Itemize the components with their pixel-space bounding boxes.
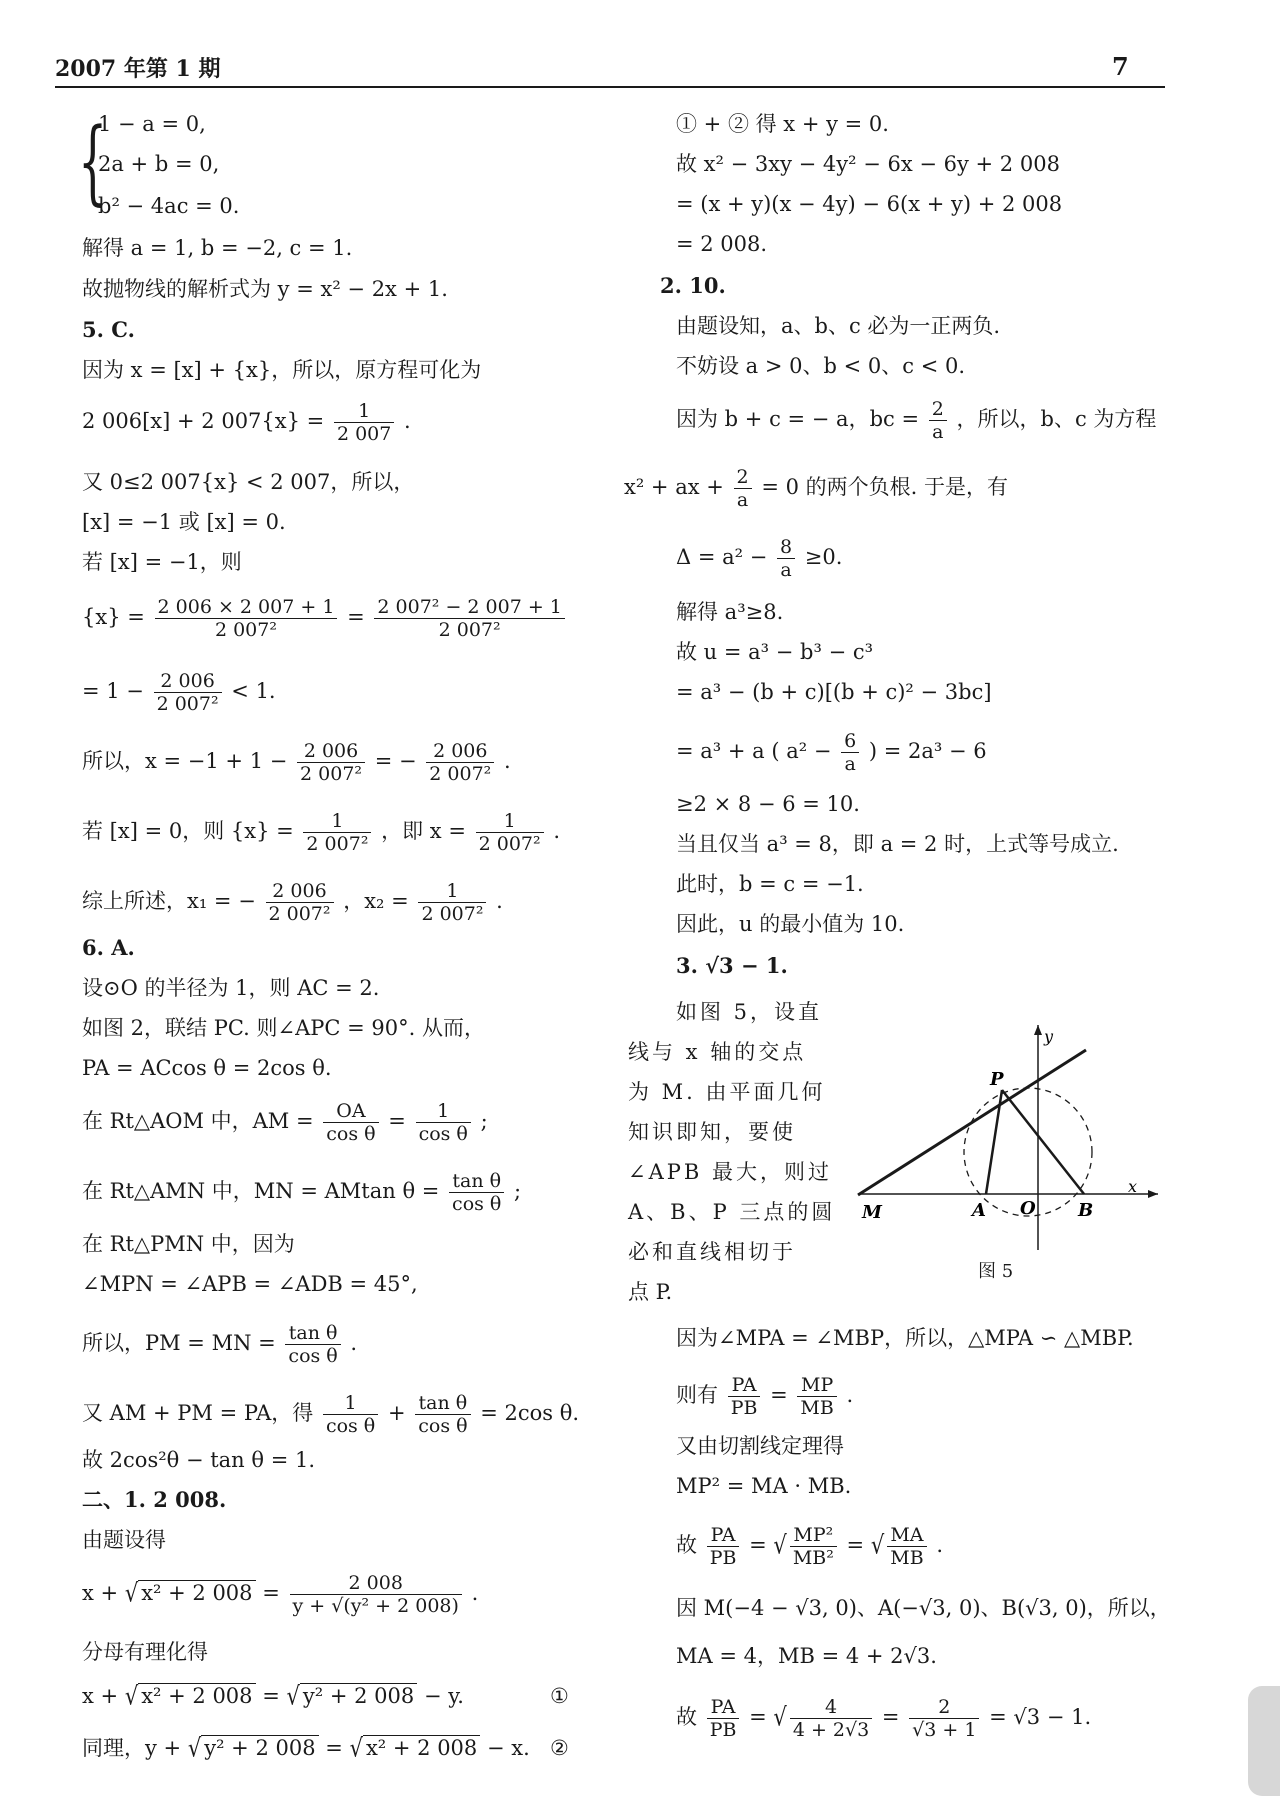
- numerator: 1: [334, 400, 394, 423]
- solution-line: = (x + y)(x − 4y) − 6(x + y) + 2 008: [676, 192, 1063, 216]
- solution-line: 为 M. 由平面几何: [628, 1080, 826, 1104]
- formula-text: = −: [374, 749, 417, 773]
- segment-pb: [1002, 1090, 1084, 1194]
- radical-sign: √: [286, 1681, 300, 1711]
- numerator: 2 006 × 2 007 + 1: [155, 596, 338, 619]
- formula-text: =: [770, 1383, 788, 1407]
- fraction: [797, 1374, 836, 1419]
- radicand: x² + 2 008: [138, 1580, 255, 1605]
- numerator: PA: [707, 1696, 740, 1719]
- tangent-line: [858, 1050, 1086, 1195]
- fraction: [841, 730, 859, 775]
- solution-line: 点 P.: [628, 1280, 673, 1304]
- solution-line: ① + ② 得 x + y = 0.: [676, 112, 889, 136]
- formula-line: [676, 536, 842, 581]
- radical-sign: √: [187, 1733, 202, 1763]
- solution-line: MP² = MA · MB.: [676, 1474, 852, 1498]
- header-rule: [55, 86, 1165, 88]
- formula-text: .: [846, 1383, 854, 1407]
- solution-line: 设⊙O 的半径为 1，则 AC = 2.: [82, 976, 380, 1000]
- denominator: cos θ: [326, 1123, 376, 1145]
- fraction: [416, 1100, 471, 1145]
- formula-text: ，所以，b、c 为方程: [956, 407, 1157, 431]
- numerator: 1: [416, 1100, 471, 1123]
- page-number: 7: [1112, 52, 1129, 81]
- numerator: tan θ: [415, 1392, 470, 1415]
- formula-line: [82, 670, 276, 715]
- formula-line: [82, 1392, 579, 1437]
- formula-text: =: [749, 1533, 767, 1557]
- answer-heading: 6. A.: [82, 935, 135, 960]
- fraction: [449, 1170, 504, 1215]
- answer-heading: 3. √3 − 1.: [676, 953, 788, 978]
- numerator: MP: [797, 1374, 836, 1397]
- formula-text: = √3 − 1.: [989, 1705, 1092, 1729]
- label-a: A: [972, 1200, 986, 1221]
- equation-label: ①: [550, 1684, 569, 1708]
- solution-line: 线与 x 轴的交点: [628, 1040, 807, 1064]
- fraction: [418, 880, 486, 925]
- radical-sign: √: [124, 1578, 139, 1608]
- solution-line: MA = 4，MB = 4 + 2√3.: [676, 1644, 937, 1668]
- fraction: [790, 1696, 872, 1741]
- segment-pa: [986, 1090, 1002, 1194]
- denominator: 2 007: [336, 423, 392, 445]
- system-eq-1: 1 − a = 0,: [98, 112, 206, 136]
- denominator: √3 + 1: [912, 1719, 977, 1741]
- formula-line: [676, 398, 1156, 443]
- formula-text: x +: [82, 1581, 119, 1605]
- numerator: 1: [303, 810, 371, 833]
- numerator: 8: [777, 536, 795, 559]
- label-o: O: [1020, 1198, 1036, 1219]
- solution-line: 故抛物线的解析式为 y = x² − 2x + 1.: [82, 277, 448, 301]
- formula-line: [82, 810, 560, 855]
- formula-text: < 1.: [231, 679, 276, 703]
- denominator: y + √(y² + 2 008): [292, 1595, 459, 1617]
- solution-line: 如图 5，设直: [676, 1000, 823, 1024]
- formula-text: 故: [676, 1705, 697, 1729]
- radical-sign: √: [773, 1530, 787, 1560]
- solution-line: 如图 2，联结 PC. 则∠APC = 90°. 从而，: [82, 1016, 485, 1040]
- formula-text: .: [503, 749, 511, 773]
- solution-line: [x] = −1 或 [x] = 0.: [82, 510, 286, 534]
- journal-issue: 2007 年第 1 期: [55, 56, 221, 82]
- formula-text: 所以，x = −1 + 1 −: [82, 749, 288, 773]
- figure-5: [848, 1020, 1158, 1250]
- numerator: 6: [841, 730, 859, 753]
- numerator: PA: [728, 1374, 761, 1397]
- fraction: [790, 1524, 837, 1569]
- label-p: P: [990, 1069, 1004, 1090]
- formula-text: =: [347, 605, 365, 629]
- solution-line: ≥2 × 8 − 6 = 10.: [676, 792, 860, 816]
- formula-line: [82, 1100, 488, 1145]
- formula-text: − y.: [423, 1684, 464, 1708]
- denominator: 2 007²: [300, 763, 363, 785]
- formula-text: ≥0.: [804, 545, 843, 569]
- formula-text: = a³ + a ( a² −: [676, 739, 832, 763]
- formula-text: .: [471, 1581, 479, 1605]
- formula-line: [82, 740, 511, 785]
- equation-label: ②: [550, 1736, 569, 1760]
- formula-text: .: [404, 409, 411, 433]
- fraction: [323, 1100, 378, 1145]
- solution-line: 因为∠MPA = ∠MBP，所以，△MPA ∽ △MBP.: [676, 1326, 1134, 1350]
- denominator: 2 007²: [421, 903, 484, 925]
- formula-line: [676, 1374, 853, 1419]
- fraction: [290, 1572, 462, 1617]
- denominator: 2 007²: [438, 619, 501, 641]
- formula-text: 又 AM + PM = PA，得: [82, 1401, 314, 1425]
- fraction: [777, 536, 795, 581]
- denominator: a: [932, 421, 944, 443]
- formula-text: Δ = a² −: [676, 545, 768, 569]
- numerator: tan θ: [285, 1322, 340, 1345]
- answer-heading: 2. 10.: [660, 273, 726, 298]
- formula-text: ;: [514, 1179, 522, 1203]
- formula-line: [676, 730, 987, 775]
- denominator: a: [780, 559, 792, 581]
- numerator: 2 006: [297, 740, 365, 763]
- formula-text: 所以，PM = MN =: [82, 1331, 276, 1355]
- fraction: [728, 1374, 761, 1419]
- denominator: PB: [730, 1397, 758, 1419]
- formula-line: [624, 466, 1008, 511]
- label-b: B: [1078, 1200, 1094, 1221]
- formula-text: x² + ax +: [624, 475, 724, 499]
- solution-line: 因此，u 的最小值为 10.: [676, 912, 905, 936]
- solution-line: 由题设知，a、b、c 必为一正两负.: [676, 314, 1001, 338]
- denominator: MB²: [792, 1547, 834, 1569]
- denominator: 2 007²: [268, 903, 331, 925]
- formula-text: 同理，y +: [82, 1736, 182, 1760]
- fraction: [334, 400, 394, 445]
- solution-line: PA = ACcos θ = 2cos θ.: [82, 1056, 332, 1080]
- formula-line: [82, 1734, 530, 1762]
- formula-text: =: [325, 1736, 343, 1760]
- solution-line: 不妨设 a > 0、b < 0、c < 0.: [676, 354, 965, 378]
- solution-line: 故 x² − 3xy − 4y² − 6x − 6y + 2 008: [676, 152, 1060, 176]
- label-m: M: [862, 1202, 882, 1223]
- formula-text: 若 [x] = 0，则 {x} =: [82, 819, 294, 843]
- system-eq-2: 2a + b = 0,: [98, 152, 220, 176]
- fraction: [303, 810, 371, 855]
- formula-text: .: [553, 819, 560, 843]
- numerator: 2 008: [290, 1572, 462, 1595]
- numerator: 2 007² − 2 007 + 1: [374, 596, 565, 619]
- formula-text: .: [496, 889, 503, 913]
- fraction: [476, 810, 544, 855]
- denominator: 4 + 2√3: [792, 1719, 870, 1741]
- fraction: [909, 1696, 979, 1741]
- formula-text: 则有: [676, 1383, 718, 1407]
- numerator: 2 006: [426, 740, 494, 763]
- solution-line: 在 Rt△PMN 中，因为: [82, 1232, 295, 1256]
- numerator: 1: [418, 880, 486, 903]
- radical-sign: √: [773, 1702, 787, 1732]
- formula-text: x +: [82, 1684, 119, 1708]
- answer-heading: 5. C.: [82, 317, 135, 342]
- denominator: 2 007²: [429, 763, 492, 785]
- radicand: y² + 2 008: [300, 1683, 417, 1708]
- formula-text: ，x₂ =: [343, 889, 409, 913]
- formula-line: [82, 596, 568, 641]
- solution-line: 故 2cos²θ − tan θ = 1.: [82, 1448, 316, 1472]
- formula-line: [82, 880, 503, 925]
- radicand: x² + 2 008: [363, 1735, 480, 1760]
- formula-line: [82, 1322, 357, 1367]
- solution-line: ∠APB 最大，则过: [628, 1160, 832, 1184]
- numerator: PA: [707, 1524, 740, 1547]
- page-corner-tab: [1248, 1686, 1280, 1796]
- fraction: [707, 1696, 740, 1741]
- numerator: OA: [323, 1100, 378, 1123]
- fraction: [155, 596, 338, 641]
- numerator: tan θ: [449, 1170, 504, 1193]
- solution-line: 分母有理化得: [82, 1640, 208, 1664]
- formula-text: 2 006[x] + 2 007{x} =: [82, 409, 325, 433]
- formula-text: ;: [480, 1109, 488, 1133]
- formula-line: [82, 1170, 521, 1215]
- solution-line: 因为 x = [x] + {x}，所以，原方程可化为: [82, 358, 482, 382]
- fraction: [323, 1392, 378, 1437]
- numerator: 1: [323, 1392, 378, 1415]
- numerator: 2: [909, 1696, 979, 1719]
- denominator: cos θ: [288, 1345, 338, 1367]
- solution-line: 因 M(−4 − √3, 0)、A(−√3, 0)、B(√3, 0)，所以，: [676, 1596, 1171, 1620]
- formula-text: ) = 2a³ − 6: [868, 739, 987, 763]
- fraction: [266, 880, 334, 925]
- solution-line: 又 0≤2 007{x} < 2 007，所以，: [82, 470, 415, 494]
- fraction: [285, 1322, 340, 1367]
- denominator: 2 007²: [214, 619, 277, 641]
- solution-line: A、B、P 三点的圆: [628, 1200, 836, 1224]
- formula-text: .: [936, 1533, 944, 1557]
- formula-text: 因为 b + c = − a，bc =: [676, 407, 920, 431]
- denominator: PB: [709, 1547, 737, 1569]
- formula-text: 故: [676, 1533, 697, 1557]
- solution-line: 此时，b = c = −1.: [676, 872, 864, 896]
- fraction: [154, 670, 222, 715]
- x-axis-arrow: [1148, 1190, 1158, 1198]
- denominator: cos θ: [418, 1123, 468, 1145]
- solution-line: 知识即知，要使: [628, 1120, 796, 1144]
- formula-text: = 0 的两个负根. 于是，有: [761, 475, 1008, 499]
- numerator: MP²: [790, 1524, 837, 1547]
- denominator: a: [736, 489, 749, 511]
- formula-text: − x.: [486, 1736, 530, 1760]
- numerator: 4: [790, 1696, 872, 1719]
- numerator: 2 006: [154, 670, 222, 693]
- numerator: MA: [887, 1524, 926, 1547]
- solution-line: 若 [x] = −1，则: [82, 550, 242, 574]
- label-x: x: [1128, 1177, 1138, 1196]
- formula-line: [676, 1696, 1091, 1741]
- numerator: 2: [734, 466, 752, 489]
- formula-text: =: [262, 1581, 280, 1605]
- formula-line: [676, 1524, 943, 1569]
- solution-line: = a³ − (b + c)[(b + c)² − 3bc]: [676, 680, 992, 704]
- denominator: MB: [800, 1397, 834, 1419]
- formula-text: = 2cos θ.: [480, 1401, 580, 1425]
- formula-text: +: [387, 1401, 406, 1425]
- figure-caption: 图 5: [978, 1261, 1014, 1282]
- fraction: [297, 740, 365, 785]
- fraction: [374, 596, 565, 641]
- section-heading: 二、1. 2 008.: [82, 1487, 227, 1512]
- formula-text: 在 Rt△AOM 中，AM =: [82, 1109, 314, 1133]
- formula-text: =: [846, 1533, 865, 1557]
- denominator: MB: [890, 1547, 924, 1569]
- fraction: [734, 466, 752, 511]
- numerator: 2: [929, 398, 947, 421]
- formula-text: =: [881, 1705, 900, 1729]
- denominator: cos θ: [325, 1415, 376, 1437]
- fraction: [929, 398, 947, 443]
- denominator: 2 007²: [478, 833, 541, 855]
- formula-text: =: [749, 1705, 767, 1729]
- formula-line: [82, 400, 411, 445]
- denominator: cos θ: [418, 1415, 468, 1437]
- numerator: 1: [476, 810, 544, 833]
- system-brace: {: [78, 108, 108, 215]
- formula-line: [82, 1572, 478, 1617]
- denominator: 2 007²: [306, 833, 369, 855]
- denominator: a: [844, 753, 856, 775]
- denominator: 2 007²: [156, 693, 219, 715]
- solution-line: 由题设得: [82, 1528, 166, 1552]
- fraction: [707, 1524, 740, 1569]
- solution-line: 当且仅当 a³ = 8，即 a = 2 时，上式等号成立.: [676, 832, 1119, 856]
- formula-text: .: [350, 1331, 358, 1355]
- fraction: [426, 740, 494, 785]
- solution-line: 必和直线相切于: [628, 1240, 796, 1264]
- label-y: y: [1044, 1027, 1054, 1046]
- solution-line: 解得 a³≥8.: [676, 600, 784, 624]
- formula-text: 综上所述，x₁ = −: [82, 889, 256, 913]
- formula-text: = 1 −: [82, 679, 144, 703]
- formula-text: {x} =: [82, 605, 145, 629]
- formula-line: [82, 1682, 464, 1710]
- fraction: [887, 1524, 926, 1569]
- y-axis-arrow: [1034, 1025, 1042, 1035]
- radicand: y² + 2 008: [201, 1735, 318, 1760]
- radicand: x² + 2 008: [138, 1683, 255, 1708]
- formula-text: =: [388, 1109, 406, 1133]
- solution-line: 故 u = a³ − b³ − c³: [676, 640, 874, 664]
- fraction: [415, 1392, 470, 1437]
- formula-text: =: [262, 1684, 280, 1708]
- radical-sign: √: [124, 1681, 139, 1711]
- solution-line: 解得 a = 1, b = −2, c = 1.: [82, 236, 353, 260]
- denominator: cos θ: [452, 1193, 502, 1215]
- radical-sign: √: [870, 1530, 885, 1560]
- denominator: PB: [709, 1719, 737, 1741]
- system-eq-3: b² − 4ac = 0.: [98, 194, 240, 218]
- solution-line: = 2 008.: [676, 232, 768, 256]
- numerator: 2 006: [266, 880, 334, 903]
- solution-line: ∠MPN = ∠APB = ∠ADB = 45°,: [82, 1272, 418, 1296]
- circle-apb: [964, 1088, 1092, 1216]
- radical-sign: √: [349, 1733, 363, 1763]
- solution-line: 又由切割线定理得: [676, 1434, 844, 1458]
- formula-text: 在 Rt△AMN 中，MN = AMtan θ =: [82, 1179, 440, 1203]
- formula-text: ，即 x =: [381, 819, 466, 843]
